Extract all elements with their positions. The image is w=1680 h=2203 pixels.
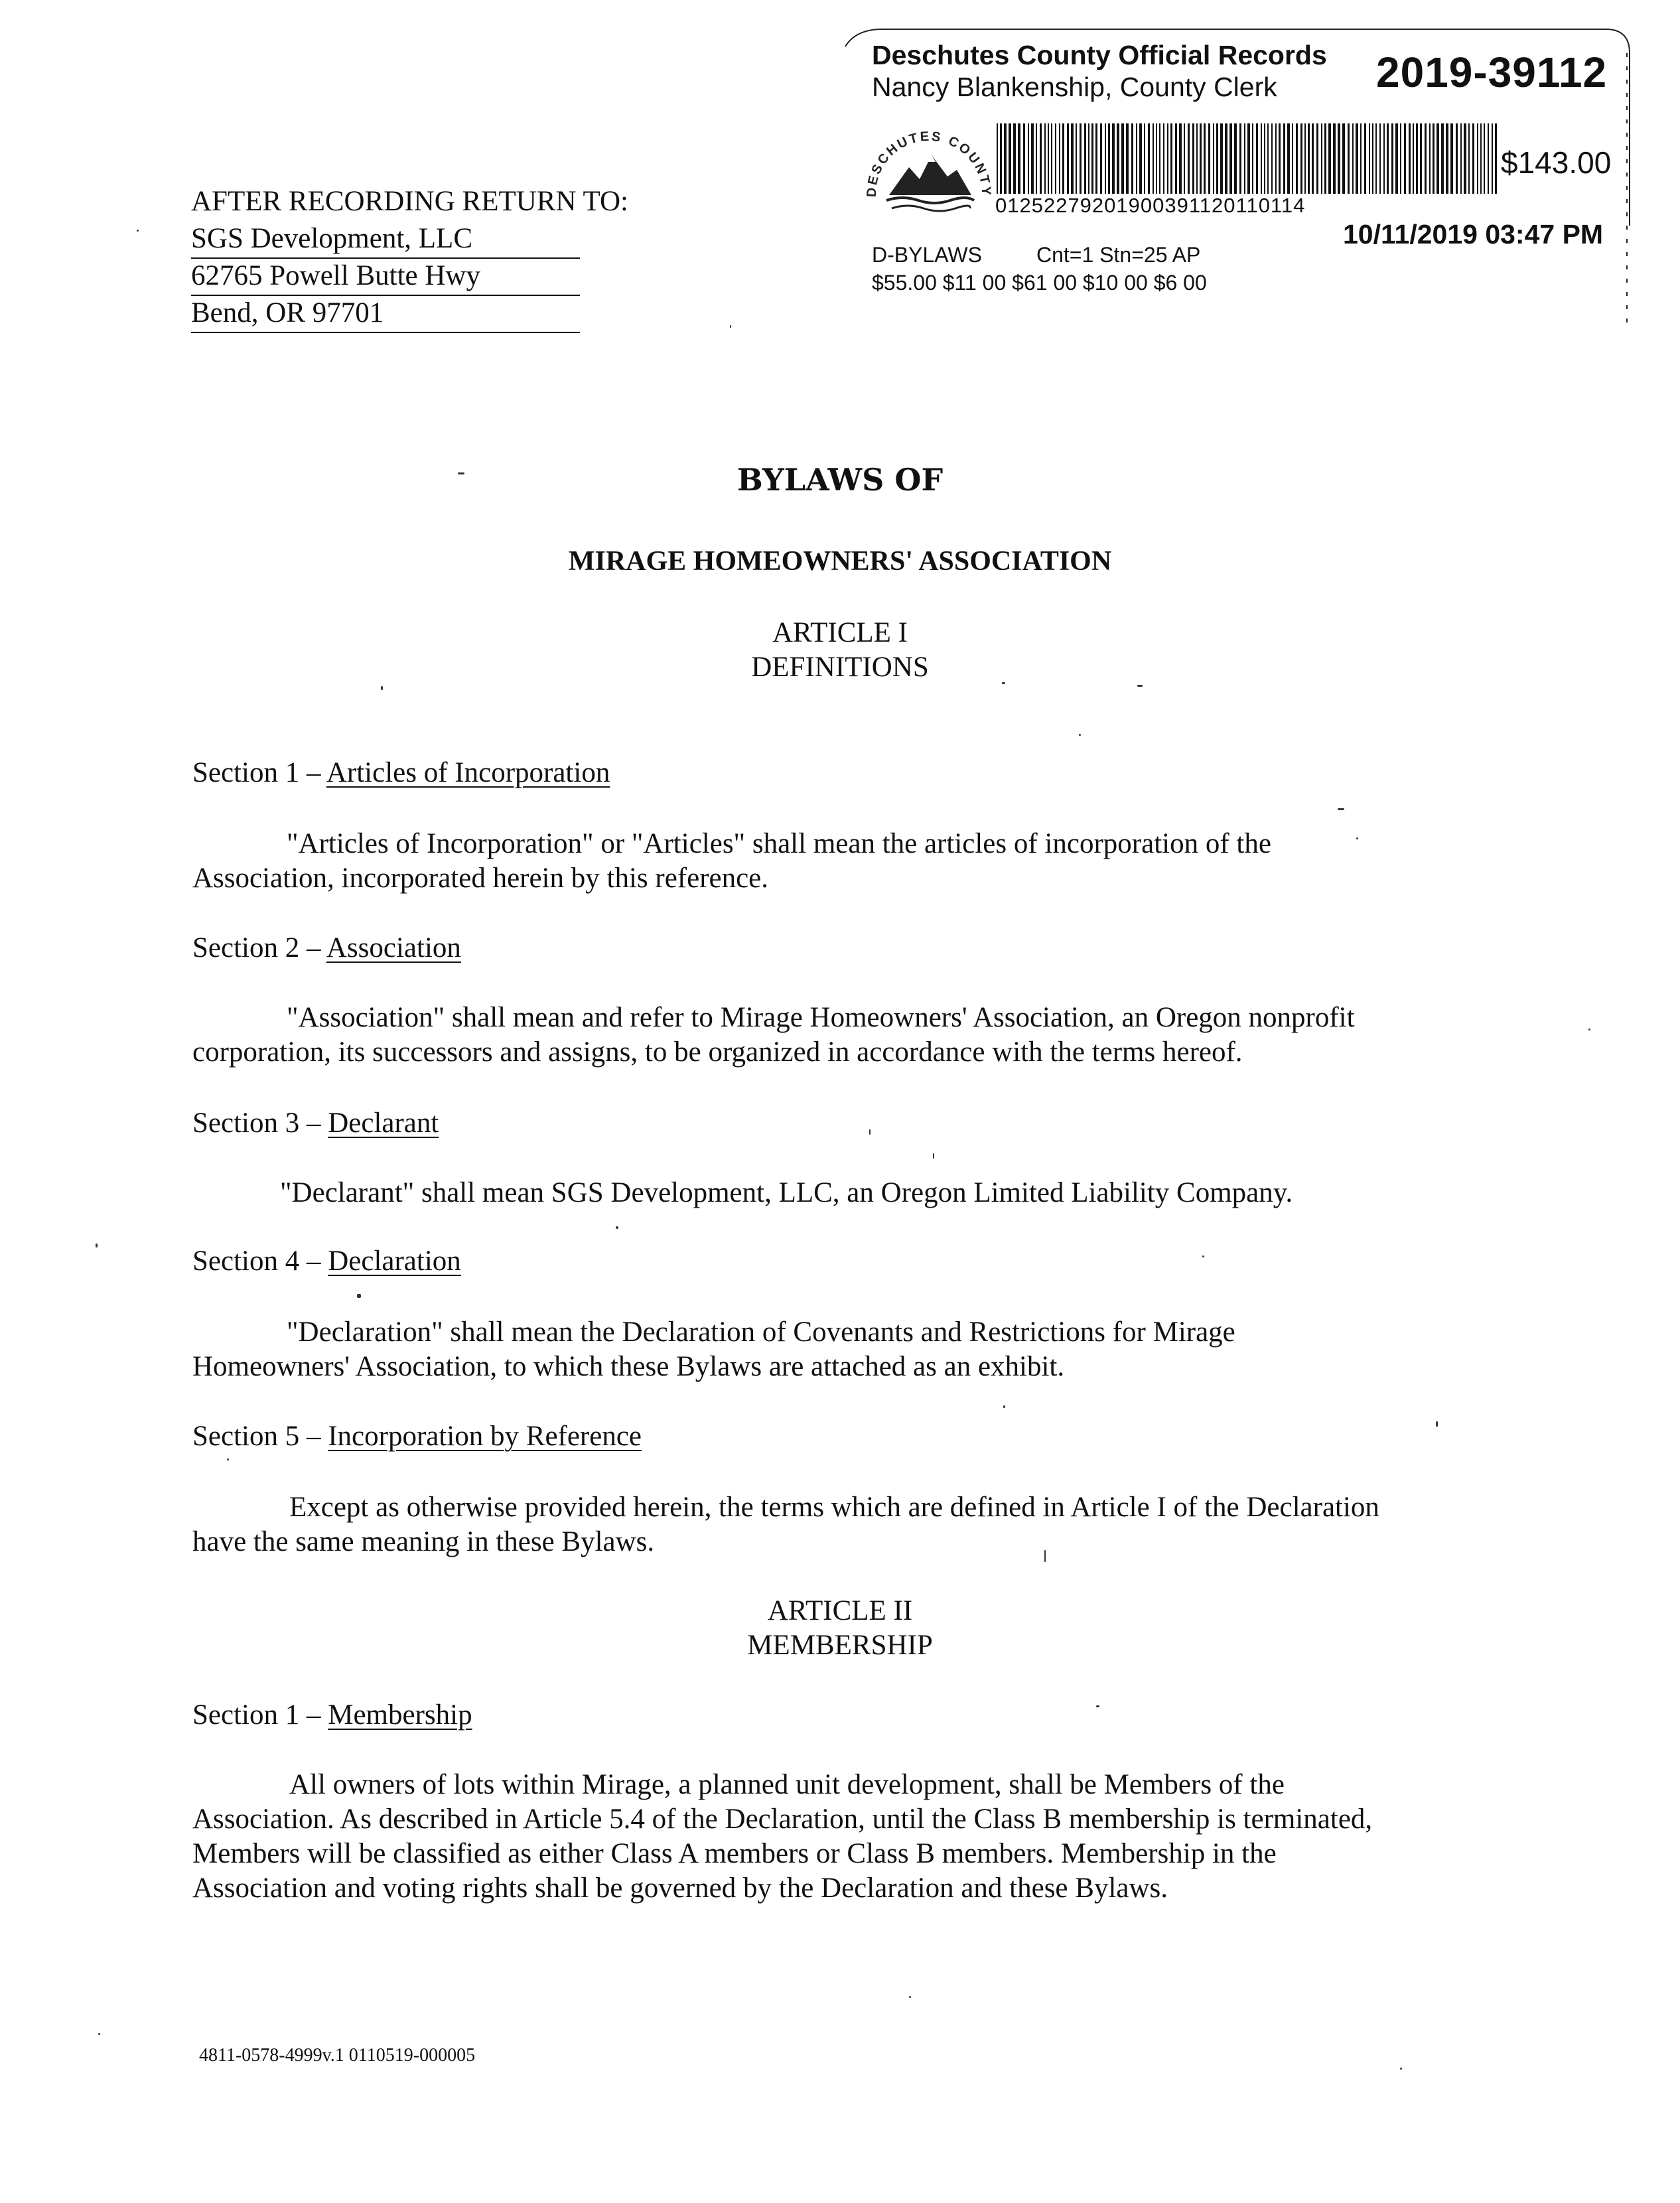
barcode-bar: [1321, 123, 1322, 194]
section-heading: [192, 1107, 439, 1139]
barcode-bar: [1256, 123, 1258, 194]
barcode-bar: [1409, 123, 1411, 194]
barcode-bar: [1312, 123, 1314, 194]
barcode-bar: [1040, 123, 1042, 194]
barcode-bar: [1316, 123, 1318, 194]
barcode-bar: [1159, 123, 1160, 194]
barcode-bar: [1213, 123, 1214, 194]
barcode-bar: [1420, 123, 1422, 194]
recording-fee: $143.00: [1501, 145, 1612, 180]
barcode-bar: [1404, 123, 1406, 194]
scan-speck: [1079, 734, 1081, 736]
barcode-bar: [1441, 123, 1444, 194]
barcode-bar: [1071, 123, 1074, 194]
barcode-bar: [1216, 123, 1218, 194]
barcode-bar: [1342, 123, 1345, 194]
paragraph-line: Association, incorporated herein by this reference.: [192, 863, 769, 894]
barcode-bar: [997, 123, 998, 194]
barcode-bar: [1416, 123, 1418, 194]
barcode-bar: [1352, 123, 1354, 194]
barcode-bar: [1163, 123, 1164, 194]
barcode-bar: [1229, 123, 1232, 194]
barcode-bar: [1304, 123, 1306, 194]
barcode-bar: [1247, 123, 1250, 194]
barcode-bar: [1208, 123, 1210, 194]
barcode-bar: [1013, 123, 1016, 194]
barcode-bar: [1148, 123, 1150, 194]
paragraph-line: Association and voting rights shall be governed by the Declaration and these Bylaws.: [192, 1873, 1168, 1904]
paragraph-line: Homeowners' Association, to which these Bylaws are attached as an exhibit.: [192, 1351, 1065, 1382]
barcode-bar: [1167, 123, 1168, 194]
barcode-bar: [1287, 123, 1290, 194]
section-prefix: Section 1 –: [192, 1699, 328, 1731]
paragraph-line: have the same meaning in these Bylaws.: [192, 1526, 655, 1557]
article-name: MEMBERSHIP: [747, 1630, 933, 1661]
barcode-bar: [1220, 123, 1223, 194]
section-prefix: Section 1 –: [192, 757, 326, 788]
barcode-bar: [1156, 123, 1157, 194]
barcode-bar: [1144, 123, 1145, 194]
paragraph-line: "Articles of Incorporation" or "Articles" shall mean the articles of incorporation of the: [287, 828, 1271, 859]
barcode-bar: [1436, 123, 1439, 194]
barcode-bar: [1018, 123, 1020, 194]
return-address-street: 62765 Powell Butte Hwy: [191, 257, 580, 296]
barcode-bar: [1225, 123, 1227, 194]
barcode-bar: [1028, 123, 1029, 194]
barcode-bar: [1460, 123, 1462, 194]
paragraph-line: Association. As described in Article 5.4 of the Declaration, until the Class B membership is terminated,: [192, 1804, 1373, 1835]
scan-speck: [1044, 1550, 1046, 1562]
section-title: Association: [326, 932, 461, 963]
svg-text:DESCHUTES COUNTY: DESCHUTES COUNTY: [864, 129, 994, 198]
barcode-bar: [1179, 123, 1182, 194]
barcode-bar: [1088, 123, 1089, 194]
barcode-bar: [1261, 123, 1262, 194]
section-title: Declaration: [328, 1245, 461, 1277]
paragraph-line: "Declaration" shall mean the Declaration of Covenants and Restrictions for Mirage: [287, 1316, 1235, 1348]
scan-speck: [357, 1294, 361, 1298]
barcode-bar: [1239, 123, 1241, 194]
record-number: 2019-39112: [1376, 48, 1608, 96]
barcode-bar: [1126, 123, 1129, 194]
section-heading: [192, 932, 461, 964]
barcode-bar: [1044, 123, 1046, 194]
barcode-bar: [1200, 123, 1202, 194]
barcode-bar: [1051, 123, 1052, 194]
barcode-number: 01252279201900391120110114: [995, 194, 1306, 217]
scan-speck: [1002, 682, 1005, 684]
barcode-bar: [1031, 123, 1034, 194]
barcode-bar: [1296, 123, 1298, 194]
section-title: Articles of Incorporation: [326, 757, 610, 788]
section-title: Incorporation by Reference: [328, 1421, 642, 1452]
barcode-bar: [1333, 123, 1336, 194]
barcode-bar: [1100, 123, 1102, 194]
article-2-heading: [0, 1594, 1680, 1663]
section-prefix: Section 2 –: [192, 932, 326, 963]
scan-speck: [1400, 2068, 1402, 2070]
barcode-bar: [1379, 123, 1381, 194]
barcode-bar: [1175, 123, 1177, 194]
article-number: ARTICLE I: [772, 617, 908, 648]
barcode-bar: [1456, 123, 1458, 194]
barcode-bar: [1413, 123, 1414, 194]
scan-speck: [869, 1129, 871, 1135]
section-prefix: Section 4 –: [192, 1245, 328, 1277]
barcode-bar: [1271, 123, 1273, 194]
return-address-label: AFTER RECORDING RETURN TO:: [191, 186, 628, 217]
association-name: MIRAGE HOMEOWNERS' ASSOCIATION: [568, 546, 1112, 577]
barcode-bar: [1067, 123, 1069, 194]
scan-speck: [1338, 808, 1344, 810]
section-paragraph: [192, 1001, 1519, 1070]
barcode-bar: [1095, 123, 1097, 194]
barcode-bar: [1108, 123, 1110, 194]
barcode-bar: [1234, 123, 1237, 194]
barcode-bar: [1076, 123, 1077, 194]
county-seal-icon: [863, 121, 995, 220]
return-address-name: SGS Development, LLC: [191, 220, 580, 259]
document-type-code: D-BYLAWS: [872, 243, 982, 267]
barcode-bar: [1196, 123, 1198, 194]
barcode-bar: [1080, 123, 1082, 194]
barcode-bar: [1188, 123, 1190, 194]
barcode-bar: [1450, 123, 1453, 194]
paragraph-line: "Association" shall mean and refer to Mirage Homeowners' Association, an Oregon nonprofit: [287, 1002, 1355, 1033]
recording-office-title: Deschutes County Official Records: [872, 40, 1327, 70]
barcode-bar: [1425, 123, 1427, 194]
scan-speck: [458, 472, 464, 474]
section-paragraph: [192, 1490, 1519, 1559]
article-number: ARTICLE II: [767, 1595, 913, 1626]
paragraph-line: Members will be classified as either Class A members or Class B members. Membership in the: [192, 1838, 1277, 1869]
scan-speck: [933, 1153, 934, 1159]
scan-speck: [1436, 1421, 1438, 1427]
barcode-bar: [1356, 123, 1358, 194]
barcode-bar: [1446, 123, 1448, 194]
barcode-bar: [1121, 123, 1124, 194]
scan-speck: [96, 1244, 98, 1247]
barcode-bar: [1009, 123, 1011, 194]
barcode-bar: [1292, 123, 1293, 194]
scan-speck: [1588, 1029, 1590, 1030]
barcode-bar: [1492, 123, 1493, 194]
barcode-bar: [1264, 123, 1265, 194]
barcode-bar: [1348, 123, 1350, 194]
article-name: DEFINITIONS: [751, 652, 929, 683]
section-heading: [192, 1420, 642, 1453]
section-paragraph: [192, 827, 1519, 896]
return-address-city: Bend, OR 97701: [191, 295, 580, 333]
barcode-bar: [1112, 123, 1115, 194]
barcode: [997, 123, 1500, 194]
barcode-bar: [1004, 123, 1007, 194]
section-prefix: Section 3 –: [192, 1107, 328, 1139]
section-title: Membership: [328, 1699, 472, 1731]
barcode-bar: [1360, 123, 1362, 194]
section-heading: [192, 1699, 472, 1731]
section-title: Declarant: [328, 1107, 439, 1139]
barcode-bar: [1279, 123, 1281, 194]
barcode-bar: [1328, 123, 1331, 194]
barcode-bar: [1000, 123, 1002, 194]
paragraph-line: All owners of lots within Mirage, a planned unit development, shall be Members of the: [289, 1769, 1285, 1800]
scan-speck: [909, 1996, 911, 1998]
barcode-bar: [1252, 123, 1253, 194]
document-title: BYLAWS OF: [736, 462, 944, 498]
scan-speck: [1356, 837, 1358, 839]
barcode-bar: [1055, 123, 1056, 194]
fees-breakdown: $55.00 $11 00 $61 00 $10 00 $6 00: [872, 271, 1207, 295]
section-heading: [192, 756, 610, 789]
barcode-bar: [1468, 123, 1470, 194]
barcode-bar: [1369, 123, 1370, 194]
scan-speck: [1202, 1255, 1204, 1257]
barcode-bar: [1062, 123, 1064, 194]
count-info: Cnt=1 Stn=25 AP: [1036, 243, 1201, 267]
barcode-bar: [1131, 123, 1133, 194]
barcode-bar: [1117, 123, 1119, 194]
section-paragraph: [192, 1768, 1586, 1906]
scan-speck: [1096, 1705, 1099, 1707]
barcode-bar: [1275, 123, 1277, 194]
barcode-bar: [1375, 123, 1377, 194]
section-prefix: Section 5 –: [192, 1421, 328, 1452]
barcode-bar: [1395, 123, 1398, 194]
barcode-bar: [1267, 123, 1269, 194]
scan-speck: [137, 230, 139, 232]
barcode-bar: [1308, 123, 1310, 194]
section-paragraph: [192, 1315, 1519, 1384]
scan-speck: [381, 686, 383, 690]
barcode-bar: [1372, 123, 1373, 194]
barcode-bar: [1383, 123, 1385, 194]
scan-speck: [616, 1226, 618, 1229]
paragraph-line: "Declarant" shall mean SGS Development, LLC, an Oregon Limited Liability Company.: [280, 1177, 1293, 1208]
barcode-bar: [1153, 123, 1154, 194]
barcode-bar: [1400, 123, 1401, 194]
barcode-bar: [1023, 123, 1025, 194]
county-clerk-name: Nancy Blankenship, County Clerk: [872, 72, 1277, 102]
article-1-heading: [0, 616, 1680, 685]
barcode-bar: [1480, 123, 1482, 194]
barcode-bar: [1084, 123, 1086, 194]
barcode-bar: [1472, 123, 1474, 194]
section-heading: [192, 1245, 461, 1277]
recording-datetime: 10/11/2019 03:47 PM: [1343, 219, 1604, 249]
barcode-bar: [1488, 123, 1489, 194]
barcode-bar: [1433, 123, 1435, 194]
barcode-bar: [1136, 123, 1137, 194]
barcode-bar: [1244, 123, 1245, 194]
barcode-bar: [1184, 123, 1185, 194]
barcode-bar: [1036, 123, 1037, 194]
scan-speck: [1137, 685, 1143, 687]
scan-speck: [98, 2033, 100, 2035]
scan-speck: [730, 325, 731, 328]
barcode-bar: [1059, 123, 1060, 194]
barcode-bar: [1204, 123, 1206, 194]
barcode-bar: [1387, 123, 1389, 194]
barcode-bar: [1105, 123, 1106, 194]
barcode-bar: [1464, 123, 1466, 194]
barcode-bar: [1048, 123, 1049, 194]
scan-speck: [227, 1458, 229, 1460]
barcode-bar: [1429, 123, 1431, 194]
barcode-bar: [1364, 123, 1366, 194]
barcode-bar: [1283, 123, 1285, 194]
scan-speck: [1003, 1405, 1005, 1408]
paragraph-line: corporation, its successors and assigns, to be organized in accordance with the terms hereof.: [192, 1036, 1243, 1068]
barcode-bar: [1192, 123, 1194, 194]
barcode-bar: [1170, 123, 1172, 194]
barcode-bar: [1091, 123, 1093, 194]
barcode-bar: [1338, 123, 1340, 194]
barcode-bar: [1391, 123, 1393, 194]
barcode-bar: [1484, 123, 1485, 194]
barcode-bar: [1495, 123, 1497, 194]
document-id-footer: 4811-0578-4999v.1 0110519-000005: [199, 2045, 476, 2066]
barcode-bar: [1300, 123, 1302, 194]
barcode-bar: [1139, 123, 1142, 194]
paragraph-line: Except as otherwise provided herein, the terms which are defined in Article I of the Declaration: [289, 1492, 1379, 1523]
barcode-bar: [1477, 123, 1478, 194]
section-paragraph: [192, 1176, 1519, 1210]
barcode-bar: [1324, 123, 1326, 194]
